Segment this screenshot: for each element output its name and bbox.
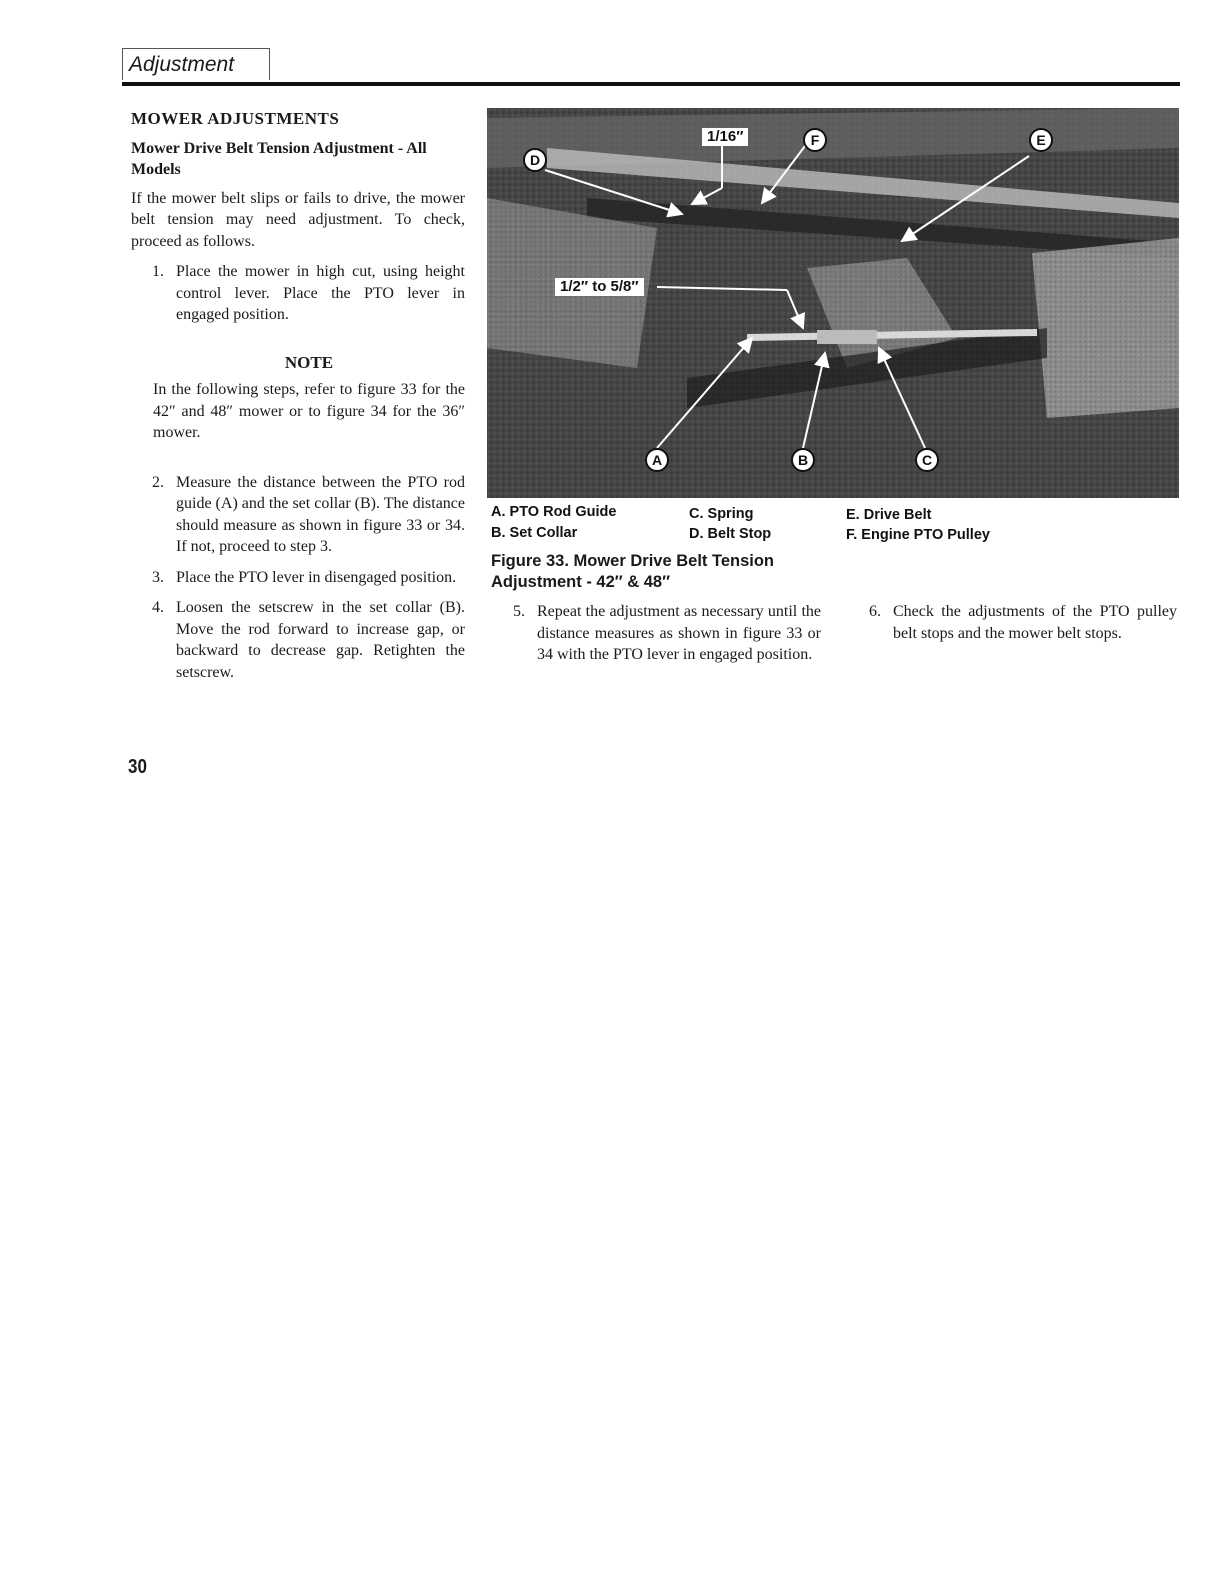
header-rule xyxy=(122,82,1180,86)
callout-b: B xyxy=(791,448,815,472)
step-number: 2. xyxy=(152,473,164,491)
step-text: Loosen the setscrew in the set collar (B). Move the rod forward to increase gap, or backward to decrease gap. Retighten the setscrew. xyxy=(176,599,465,681)
step-text: Place the mower in high cut, using height control lever. Place the PTO lever in engaged position. xyxy=(176,263,465,323)
intro-paragraph: If the mower belt slips or fails to drive, the mower belt tension may need adjustment. To check, proceed as follows. xyxy=(131,189,465,250)
subsection-title: Mower Drive Belt Tension Adjustment - All Models xyxy=(131,139,427,178)
figure-caption xyxy=(491,551,831,593)
callout-f: F xyxy=(803,128,827,152)
dimension-label-small: 1/16″ xyxy=(702,128,748,146)
callout-c: C xyxy=(915,448,939,472)
step-number: 3. xyxy=(152,568,164,586)
step-5 xyxy=(513,601,821,666)
note-heading: NOTE xyxy=(284,352,334,372)
legend-item-e: E. Drive Belt xyxy=(846,507,932,523)
step-text: Place the PTO lever in disengaged position. xyxy=(176,568,457,586)
step-1 xyxy=(131,261,465,326)
page-number: 30 xyxy=(128,756,147,778)
legend-item-f: F. Engine PTO Pulley xyxy=(846,527,990,543)
step-text: Repeat the adjustment as necessary until the distance measures as shown in figure 33 or 34 with the PTO lever in engaged position. xyxy=(537,603,821,663)
callout-e: E xyxy=(1029,128,1053,152)
legend-item-d: D. Belt Stop xyxy=(689,526,772,542)
step-2 xyxy=(131,472,465,558)
section-title: MOWER ADJUSTMENTS xyxy=(131,109,340,128)
step-text: Check the adjustments of the PTO pulley belt stops and the mower belt stops. xyxy=(893,603,1177,642)
section-tab-label: Adjustment xyxy=(122,48,270,80)
step-number: 5. xyxy=(513,603,525,620)
step-3 xyxy=(131,567,465,589)
dimension-label-large: 1/2″ to 5/8″ xyxy=(555,278,644,296)
callout-a: A xyxy=(645,448,669,472)
step-number: 6. xyxy=(869,603,881,620)
step-number: 4. xyxy=(152,599,164,616)
caption-line-1: Figure 33. Mower Drive Belt Tension xyxy=(491,552,775,570)
step-number: 1. xyxy=(152,263,164,280)
legend-item-b: B. Set Collar xyxy=(491,525,578,541)
callout-d: D xyxy=(523,148,547,172)
left-column xyxy=(131,108,465,692)
step-text: Measure the distance between the PTO rod guide (A) and the set collar (B). The distance should measure as shown in figure 33 or 34. If not, proceed to step 3. xyxy=(176,473,465,555)
step-6 xyxy=(869,601,1177,644)
caption-line-2: Adjustment - 42″ & 48″ xyxy=(491,573,671,591)
legend-item-a: A. PTO Rod Guide xyxy=(491,504,617,520)
note-text: In the following steps, refer to figure 33 for the 42″ and 48″ mower or to figure 34 for the 36″ mower. xyxy=(153,381,465,441)
step-4 xyxy=(131,597,465,683)
mower-photo-illustration xyxy=(487,108,1179,498)
legend-item-c: C. Spring xyxy=(689,506,754,522)
figure-photo xyxy=(487,108,1179,498)
